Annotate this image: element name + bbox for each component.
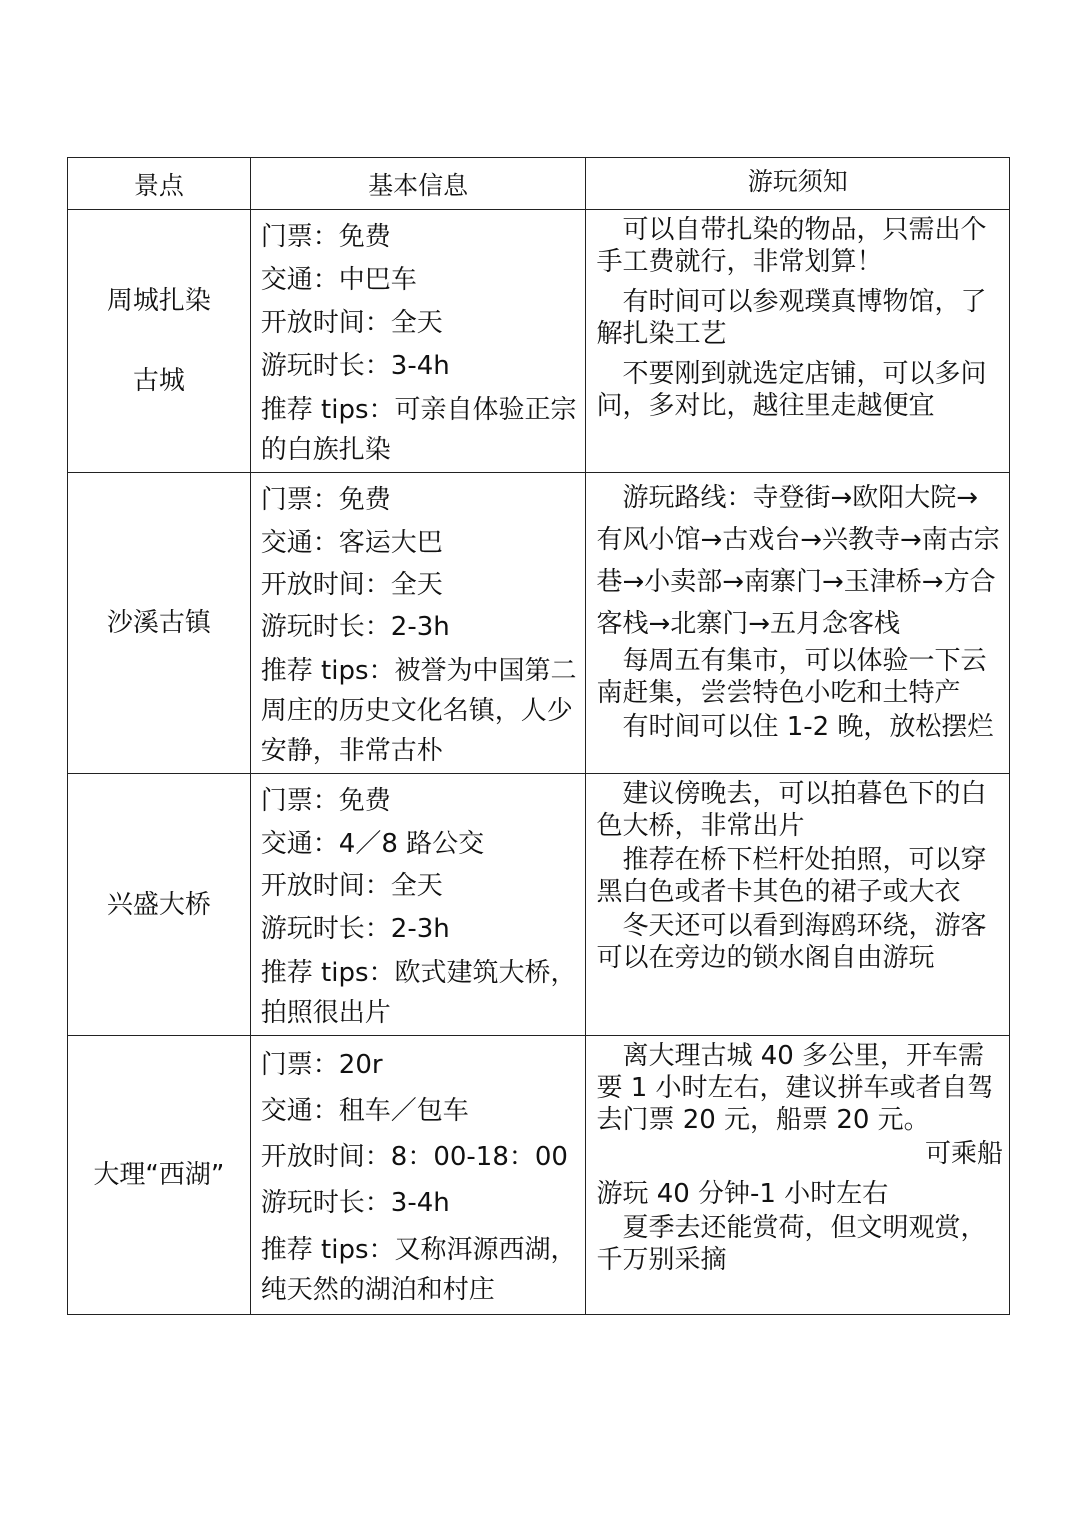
spot-name-line: 古城: [132, 366, 185, 396]
note-paragraph: 有时间可以住 1-2 晚，放松摆烂: [622, 712, 994, 742]
ticket-info: 门票：20r: [260, 1050, 383, 1080]
duration-info: 游玩时长：2-3h: [260, 612, 450, 643]
transport-info: 交通：4／8 路公交: [260, 828, 485, 859]
table-row: [68, 473, 1010, 774]
spot-notes: [586, 473, 1010, 773]
tips-info: 推荐 tips：被誉为中国第二周庄的历史文化名镇，人少安静，非常古朴: [260, 655, 577, 766]
note-paragraph: 可以自带扎染的物品，只需出个手工费就行，非常划算！: [596, 215, 987, 277]
hours-info: 开放时间：8：00-18：00: [260, 1142, 568, 1172]
table-row: [68, 774, 1010, 1036]
note-paragraph: 游玩 40 分钟-1 小时左右: [596, 1179, 889, 1209]
table-header-row: [68, 158, 1010, 210]
route-paragraph: 游玩路线：寺登街→欧阳大院→有风小馆→古戏台→兴教寺→南古宗巷→小卖部→南寨门→玉津桥→方合客栈→北寨门→五月念客栈: [596, 483, 1000, 639]
note-paragraph: 可乘船: [924, 1139, 1003, 1169]
duration-info: 游玩时长：3-4h: [260, 1188, 450, 1218]
spot-notes: [586, 210, 1010, 472]
spot-name: [68, 210, 251, 472]
ticket-info: 门票：免费: [260, 485, 391, 516]
ticket-info: 门票：免费: [260, 786, 391, 817]
note-paragraph: 建议傍晚去，可以拍暮色下的白色大桥，非常出片: [596, 779, 987, 841]
hours-info: 开放时间：全天: [260, 569, 443, 600]
tips-info: 推荐 tips：欧式建筑大桥，拍照很出片: [260, 957, 577, 1028]
spot-info: [251, 774, 587, 1035]
note-paragraph: 夏季去还能赏荷，但文明观赏，千万别采摘: [596, 1213, 987, 1275]
table-row: [68, 1036, 1010, 1315]
tips-info: 推荐 tips：又称洱源西湖，纯天然的湖泊和村庄: [260, 1235, 577, 1305]
transport-info: 交通：租车／包车: [260, 1096, 469, 1126]
spot-info: [251, 1036, 587, 1314]
note-paragraph: 离大理古城 40 多公里，开车需要 1 小时左右，建议拼车或者自驾去门票 20 元，船票 20 元。: [596, 1041, 994, 1135]
spot-name-line: 大理“西湖”: [93, 1160, 225, 1190]
note-paragraph: 每周五有集市，可以体验一下云南赶集，尝尝特色小吃和土特产: [596, 646, 987, 708]
ticket-info: 门票：免费: [260, 222, 391, 253]
note-paragraph: 冬天还可以看到海鸥环绕，游客可以在旁边的锁水阁自由游玩: [596, 911, 987, 973]
transport-info: 交通：中巴车: [260, 265, 417, 296]
table-row: [68, 210, 1010, 473]
duration-info: 游玩时长：2-3h: [260, 914, 450, 945]
duration-info: 游玩时长：3-4h: [260, 350, 450, 381]
tips-info: 推荐 tips：可亲自体验正宗的白族扎染: [260, 394, 577, 465]
spot-notes: [586, 1036, 1010, 1314]
note-paragraph: 有时间可以参观璞真博物馆，了解扎染工艺: [596, 287, 987, 349]
spot-name-line: 沙溪古镇: [106, 608, 211, 638]
spot-name: [68, 774, 251, 1035]
spot-name: [68, 473, 251, 773]
spot-notes: [586, 774, 1010, 1035]
header-notes: 游玩须知: [586, 158, 1010, 209]
spot-name-line: 周城扎染: [106, 286, 211, 316]
header-spot: 景点: [68, 158, 251, 209]
header-info: 基本信息: [251, 158, 587, 209]
hours-info: 开放时间：全天: [260, 871, 443, 902]
spot-name-line: 兴盛大桥: [106, 889, 211, 920]
spots-table: [67, 157, 1010, 1315]
spot-name: [68, 1036, 251, 1314]
transport-info: 交通：客运大巴: [260, 527, 443, 558]
hours-info: 开放时间：全天: [260, 307, 443, 338]
note-paragraph: 不要刚到就选定店铺，可以多问问，多对比，越往里走越便宜: [596, 359, 987, 421]
spot-info: [251, 210, 587, 472]
spot-info: [251, 473, 587, 773]
note-paragraph: 推荐在桥下栏杆处拍照，可以穿黑白色或者卡其色的裙子或大衣: [596, 845, 987, 907]
